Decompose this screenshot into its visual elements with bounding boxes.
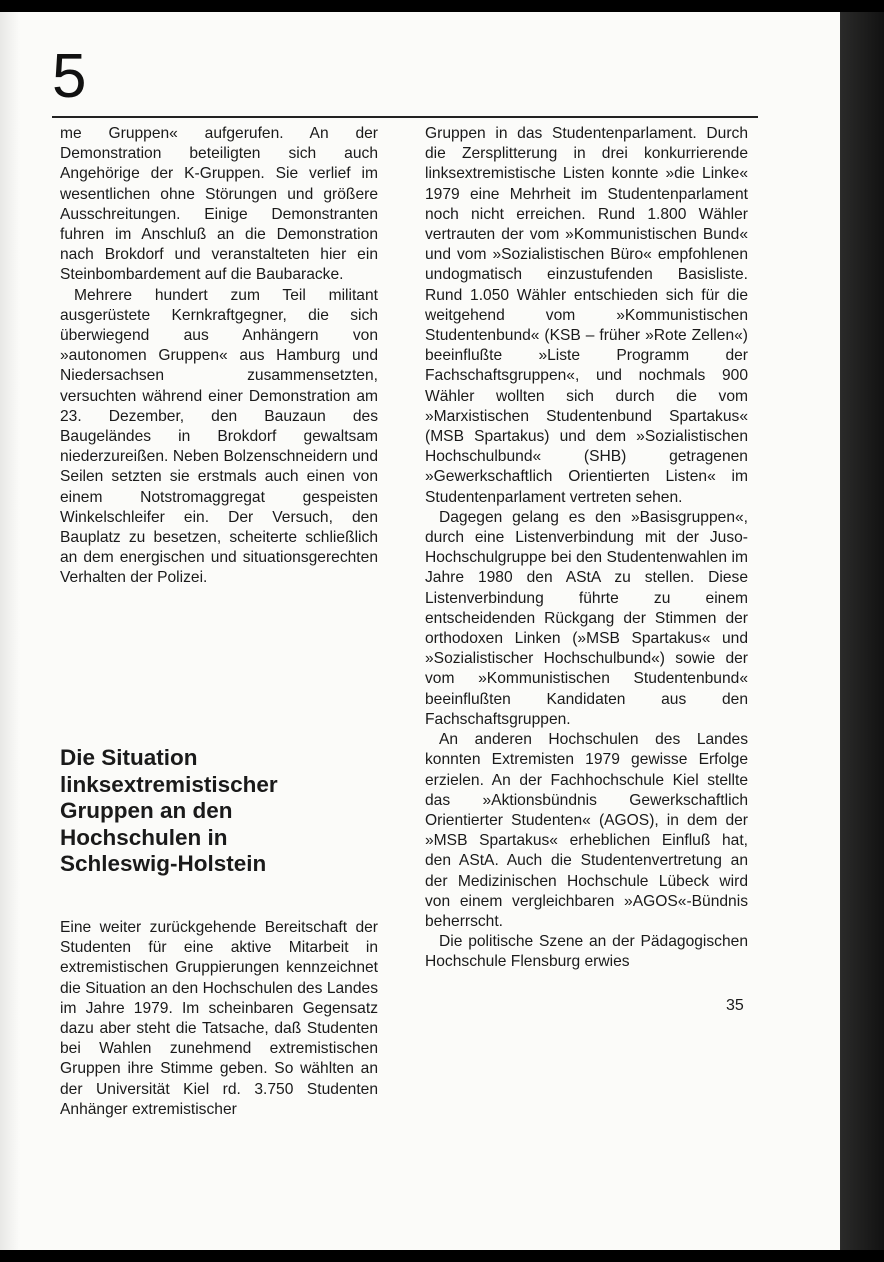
book-page <box>0 12 840 1250</box>
heading-line: Schleswig-Holstein <box>60 851 267 876</box>
right-column <box>425 124 748 973</box>
paragraph: Dagegen gelang es den »Basisgruppen«, durch eine Listenverbindung mit der Juso-Hochschulgruppe bei den Studentenwahlen im Jahre 1980 den AStA zu stellen. Diese Listenverbindung führte zu einem entscheidenden Rückgang der Stimmen der orthodoxen Linken (»MSB Spartakus« und »Sozialistischer Hochschulbund«) sowie der vom »Kommunistischen Studentenbund« beeinflußten Kandidaten aus den Fachschaftsgruppen. <box>425 508 748 728</box>
chapter-number: 5 <box>52 42 87 111</box>
paragraph: me Gruppen« aufgerufen. An der Demonstration beteiligten sich auch Angehörige der K-Gruppen. Sie verlief im wesentlichen ohne Störungen und größere Ausschreitungen. Einige Demonstranten fuhren im Anschluß an die Demonstration nach Brokdorf und veranstalteten hier ein Steinbombardement auf die Baubaracke. <box>60 125 378 284</box>
left-column-bottom <box>60 918 378 1120</box>
left-column-top <box>60 124 378 589</box>
page-number: 35 <box>726 997 744 1014</box>
heading-line: Gruppen an den <box>60 798 233 823</box>
heading-line: Die Situation <box>60 745 198 770</box>
paragraph: Die politische Szene an der Pädagogischen Hochschule Flensburg erwies <box>425 933 748 971</box>
paragraph: Gruppen in das Studentenparlament. Durch die Zersplitterung in drei konkurrierende linksextremistische Listen konnte »die Linke« 1979 eine Mehrheit im Studentenparlament noch nicht erreichen. Rund 1.800 Wähler vertrauten der vom »Kommunistischen Bund« und vom »Sozialistischen Büro« empfohlenen undogmatisch einzustufenden Basisliste. Rund 1.050 Wähler entschieden sich für die weitgehend vom »Kommunistischen Studentenbund« (KSB – früher »Rote Zellen«) beeinflußte »Liste Programm der Fachschaftsgruppen«, und nochmals 900 Wähler wollten sich durch die vom »Marxistischen Studentenbund Spartakus« (MSB Spartakus) und dem »Sozialistischen Hochschulbund« (SHB) getragenen »Gewerkschaftlich Orientierten Listen« im Studentenparlament vertreten sehen. <box>425 125 748 506</box>
section-heading <box>60 745 360 878</box>
paragraph: Eine weiter zurückgehende Bereitschaft der Studenten für eine aktive Mitarbeit in extremistischen Gruppierungen kennzeichnet die Situation an den Hochschulen des Landes im Jahre 1979. Im scheinbaren Gegensatz dazu aber steht die Tatsache, daß Studenten bei Wahlen zunehmend extremistischen Gruppen ihre Stimme geben. So wählten an der Universität Kiel rd. 3.750 Studenten Anhänger extremistischer <box>60 919 378 1118</box>
page-edge-shadow <box>0 12 20 1250</box>
heading-line: linksextremistischer <box>60 771 278 797</box>
header-rule <box>52 116 758 118</box>
heading-line: Hochschulen in <box>60 824 228 850</box>
paragraph: An anderen Hochschulen des Landes konnten Extremisten 1979 gewisse Erfolge erzielen. An der Fachhochschule Kiel stellte das »Aktionsbündnis Gewerkschaftlich Orientierter Studenten« (AGOS), in dem der »MSB Spartakus« erheblichen Einfluß hat, den AStA. Auch die Studentenvertretung an der Medizinischen Hochschule Lübeck wird von einem vergleichbaren »AGOS«-Bündnis beherrscht. <box>425 731 748 930</box>
paragraph: Mehrere hundert zum Teil militant ausgerüstete Kernkraftgegner, die sich überwiegend aus Anhängern von »autonomen Gruppen« aus Hamburg und Niedersachsen zusammensetzten, versuchten während einer Demonstration am 23. Dezember, den Bauzaun des Baugeländes in Brokdorf gewaltsam niederzureißen. Neben Bolzenschneidern und Seilen setzten sie erstmals auch einen von einem Notstromaggregat gespeisten Winkelschleifer ein. Der Versuch, den Bauplatz zu besetzen, scheiterte schließlich an dem energischen und situationsgerechten Verhalten der Polizei. <box>60 286 378 587</box>
